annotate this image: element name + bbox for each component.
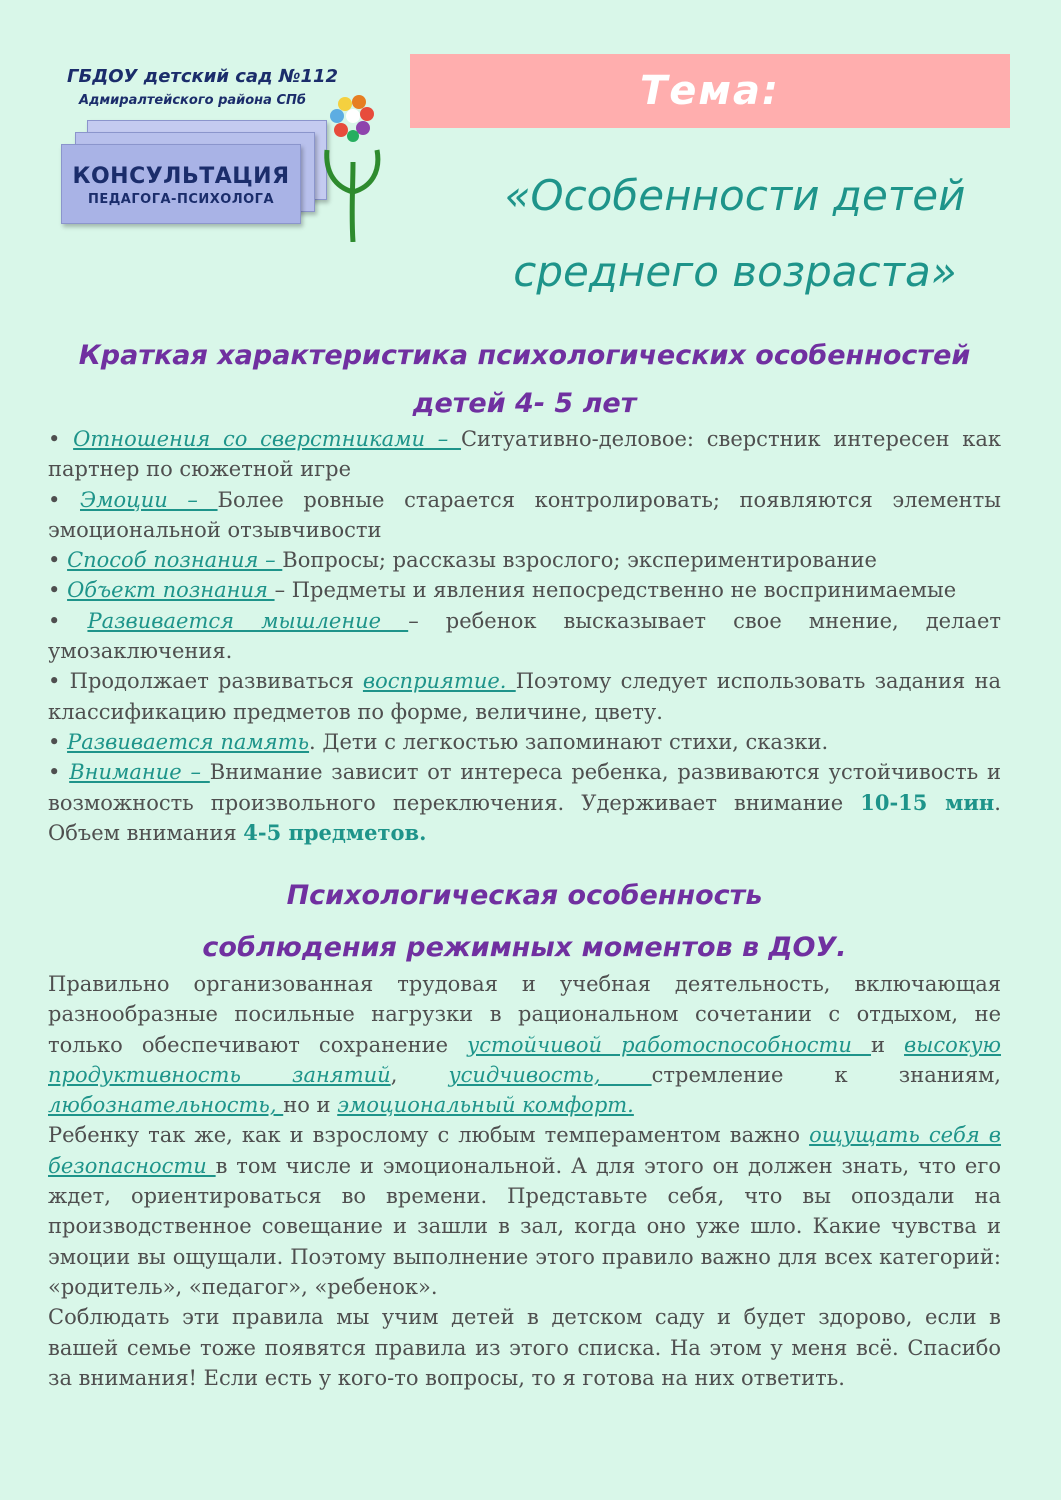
psi-flower-icon xyxy=(317,92,385,242)
paragraph-2: Ребенку так же, как и взрослому с любым темпераментом важно ощущать себя в безопасности в том числе и эмоциональной. А для этого он должен знать, что его ждет, ориентироваться во времени. Представьте себя, что вы опоздали на производственное совещание и зашли в зал, когда оно уже шло. Какие чувства и эмоции вы ощущали. Поэтому выполнение этого правило важно для всех категорий: «родитель», «педагог», «ребенок». xyxy=(48,1123,1002,1299)
term-link: высокую продуктивность занятий xyxy=(48,1032,1001,1087)
list-item: • Отношения со сверстниками – Ситуативно-деловое: сверстник интересен как партнер по сюжетной игре xyxy=(48,427,1001,482)
list-item-attention: • Внимание – Внимание зависит от интереса ребенка, развиваются устойчивость и возможность произвольного переключения. Удерживает внимание 10-15 мин. Объем внимания 4-5 предметов. xyxy=(48,760,1001,845)
logo-card-title: КОНСУЛЬТАЦИЯ xyxy=(72,164,290,189)
term-link: Объект познания xyxy=(67,578,275,603)
section1-heading-line1: Краткая характеристика психологических особенностей xyxy=(78,340,971,371)
highlight-objects: 4-5 предметов. xyxy=(243,819,427,845)
section1-heading xyxy=(48,332,1001,428)
page-title-line1: «Особенности детей xyxy=(504,171,966,220)
term-link: Отношения со сверстниками – xyxy=(73,427,461,451)
term-link: ощущать себя в безопасности xyxy=(48,1123,1002,1178)
topic-banner xyxy=(410,54,1010,128)
paragraph-1: Правильно организованная трудовая и учебная деятельность, включающая разнообразные посильные нагрузки в рациональном сочетании с отдыхом, не только обеспечивают сохранение устойчивой работоспособности и высокую продуктивность занятий, усидчивость, стремление к знаниям, любознательность, но и эмоциональный комфорт. xyxy=(48,972,1001,1118)
term-link: эмоциональный комфорт. xyxy=(337,1093,634,1118)
logo-org-name: ГБДОУ детский сад №112 xyxy=(67,66,339,87)
section2-heading-line1: Психологическая особенность xyxy=(286,880,763,911)
logo-card-subtitle: ПЕДАГОГА-ПСИХОЛОГА xyxy=(87,192,275,207)
term-link: Эмоции – xyxy=(80,487,218,512)
term-link: усидчивость, xyxy=(448,1062,652,1087)
list-item: • Развивается память. Дети с легкостью запоминают стихи, сказки. xyxy=(48,729,829,754)
highlight-duration: 10-15 мин xyxy=(860,789,995,815)
section2-heading xyxy=(48,870,1001,974)
logo-district: Адмиралтейского района СПб xyxy=(79,93,306,108)
list-item: • Развивается мышление – ребенок высказывает свое мнение, делает умозаключения. xyxy=(48,608,1001,664)
section2-heading-line2: соблюдения режимных моментов в ДОУ. xyxy=(202,932,847,963)
topic-label: Тема: xyxy=(639,68,781,114)
term-link: Развивается мышление xyxy=(87,608,409,633)
list-item: • Способ познания – Вопросы; рассказы взрослого; экспериментирование xyxy=(48,548,877,573)
term-link: любознательность, xyxy=(48,1093,284,1118)
kindergarten-logo xyxy=(55,58,385,248)
section1-heading-line2: детей 4- 5 лет xyxy=(412,388,637,419)
list-item: • Объект познания – Предметы и явления непосредственно не воспринимаемые xyxy=(48,578,957,603)
term-link: Внимание – xyxy=(69,760,210,785)
page-title-line2: среднего возраста» xyxy=(513,247,957,296)
list-item: • Эмоции – Более ровные старается контролировать; появляются элементы эмоциональной отзывчивости xyxy=(48,487,1001,542)
page-title xyxy=(410,158,1060,310)
term-link: восприятие. xyxy=(362,669,516,694)
paragraph-3: Соблюдать эти правила мы учим детей в детском саду и будет здорово, если в вашей семье тоже появятся правила из этого списка. На этом у меня всё. Спасибо за внимания! Если есть у кого-то вопросы, то я готова на них ответить. xyxy=(48,1305,1001,1390)
section1-list xyxy=(48,424,1001,848)
term-link: Способ познания – xyxy=(67,548,283,573)
section2-body xyxy=(48,969,1001,1393)
term-link: Развивается память xyxy=(67,729,310,754)
term-link: устойчивой работоспособности xyxy=(467,1032,871,1057)
list-item: • Продолжает развиваться восприятие. Поэтому следует использовать задания на классификацию предметов по форме, величине, цвету. xyxy=(48,669,1002,724)
